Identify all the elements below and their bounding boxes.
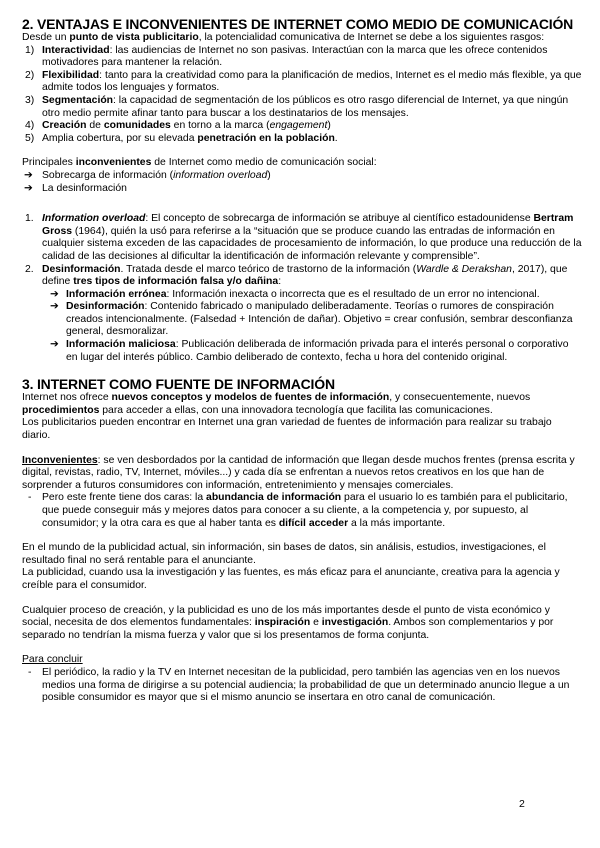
- list-item: - Pero este frente tiene dos caras: la abundancia de información para el usuario lo es también para el publicitario, que puede conseguir más y mejores datos para conocer a su cliente, a la competencia y, por supuesto, al consumidor; y la otra cara es que al haber tanta es difícil acceder a la más importante.: [28, 492, 568, 529]
- section-3-paragraph: Internet nos ofrece nuevos conceptos y modelos de fuentes de información, y consecuentemente, nuevos procedimientos para acceder a ellas, con una innovadora tecnología que facilita las comunicaciones.: [22, 392, 531, 416]
- arrow-icon: ➔: [50, 301, 59, 313]
- arrow-icon: ➔: [50, 288, 59, 300]
- inconveniences-details: [22, 213, 582, 289]
- list-item: 2) Flexibilidad: tanto para la creatividad como para la planificación de medios, Internet es el medio más flexible, ya que admite todos los lenguajes y formatos.: [25, 69, 582, 94]
- list-item: 1. Information overload: El concepto de sobrecarga de información se atribuye al científico estadounidense Bertram Gross (1964), quién la usó para referirse a la “situación que se produce cuando las entradas de información en cualquier sistema exceden de las capacidades de procesamiento de información, lo que produce una reducción de la calidad de las decisiones al dificultar la identificación de información relevante y comprensible”.: [25, 213, 582, 262]
- arrow-icon: ➔: [24, 182, 33, 194]
- inconveniences-intro: Principales inconvenientes de Internet como medio de comunicación social:: [22, 157, 377, 169]
- list-item: 1) Interactividad: las audiencias de Internet no son pasivas. Interactúan con la marca que les ofrece contenidos motivadores para mantener la relación.: [25, 44, 548, 69]
- section-3-title: 3. INTERNET COMO FUENTE DE INFORMACIÓN: [22, 376, 335, 393]
- section-3-paragraph: En el mundo de la publicidad actual, sin información, sin bases de datos, sin análisis, estudios, investigaciones, el resultado final no será rentable para el anunciante.: [22, 542, 546, 566]
- inconveniences-list: [22, 170, 582, 195]
- list-item: ➔ Información errónea: Información inexacta o incorrecta que es el resultado de un error no intencional.: [50, 288, 540, 300]
- list-item: 3) Segmentación: la capacidad de segmentación de los públicos es otro rasgo diferencial de Internet, ya que ningún otro medio permite afinar tanto para buscar a los destinatarios de los mensajes.: [25, 94, 569, 119]
- document-page: [22, 16, 582, 705]
- list-item: ➔ Desinformación: Contenido fabricado o manipulado deliberadamente. Teorías o rumores de conspiración creados intencionalmente. (Falsedad + Intención de dañar). Objetivo = crear confusión, sembrar desconfianza general, desmoralizar.: [50, 301, 573, 338]
- list-item: ➔ La desinformación: [24, 182, 127, 194]
- conclusion-heading: Para concluir: [22, 654, 83, 666]
- list-item: 2. Desinformación. Tratada desde el marco teórico de trastorno de la información (Wardle & Derakshan, 2017), que define tres tipos de información falsa y/o dañina:: [25, 263, 568, 288]
- false-information-types: [44, 289, 582, 365]
- section-3-paragraph: Cualquier proceso de creación, y la publicidad es uno de los más importantes desde el punto de vista económico y social, necesita de dos elementos fundamentales: inspiración e investigación. Ambos son complementarios y por separado no tendrían la misma fuerza y valor que si los presentamos de forma conjunta.: [22, 604, 554, 641]
- list-item: 4) Creación de comunidades en torno a la marca (engagement): [25, 120, 331, 132]
- section-2-title: 2. VENTAJAS E INCONVENIENTES DE INTERNET COMO MEDIO DE COMUNICACIÓN: [22, 16, 574, 32]
- list-item: ➔ Sobrecarga de información (information overload): [24, 169, 271, 181]
- page-number: 2: [519, 798, 525, 810]
- dash-bullet: -: [28, 492, 32, 504]
- list-item: ➔ Información maliciosa: Publicación deliberada de información privada para el interés personal o corporativo en lugar del interés público. Cambio deliberado de contexto, fecha u hora del contenido original.: [50, 339, 569, 363]
- section-3-paragraph: Los publicitarios pueden encontrar en Internet una gran variedad de fuentes de información para realizar su trabajo diario.: [22, 417, 552, 442]
- section-2-intro: Desde un punto de vista publicitario, la potencialidad comunicativa de Internet se debe a los siguientes rasgos:: [22, 32, 545, 43]
- section-3-paragraph: La publicidad, cuando usa la investigación y las fuentes, es más eficaz para el anunciante, creativa para la agencia y creíble para el consumidor.: [22, 567, 560, 591]
- advantages-list: [22, 45, 582, 146]
- inconveniences-paragraph: Inconvenientes: se ven desbordados por la cantidad de información que llegan desde muchos frentes (prensa escrita y digital, revistas, radio, TV, Internet, móviles...) y cada día se enfrentan a nuevos retos creativos en los que han de sorprender a futuros consumidores con información, entretenimiento y mensajes comerciales.: [22, 454, 575, 491]
- dash-bullet: -: [28, 666, 32, 678]
- arrow-icon: ➔: [24, 169, 33, 181]
- list-item: 5) Amplia cobertura, por su elevada penetración en la población.: [25, 132, 338, 144]
- arrow-icon: ➔: [50, 339, 59, 351]
- list-item: - El periódico, la radio y la TV en Internet necesitan de la publicidad, pero también las agencias ven en los nuevos medios una forma de dirigirse a su potencial audiencia; la probabilidad de que un determinado anuncio llegue a un posible consumidor es mayor que si el mismo anuncio se insertara en otro canal de comunicación.: [28, 666, 570, 704]
